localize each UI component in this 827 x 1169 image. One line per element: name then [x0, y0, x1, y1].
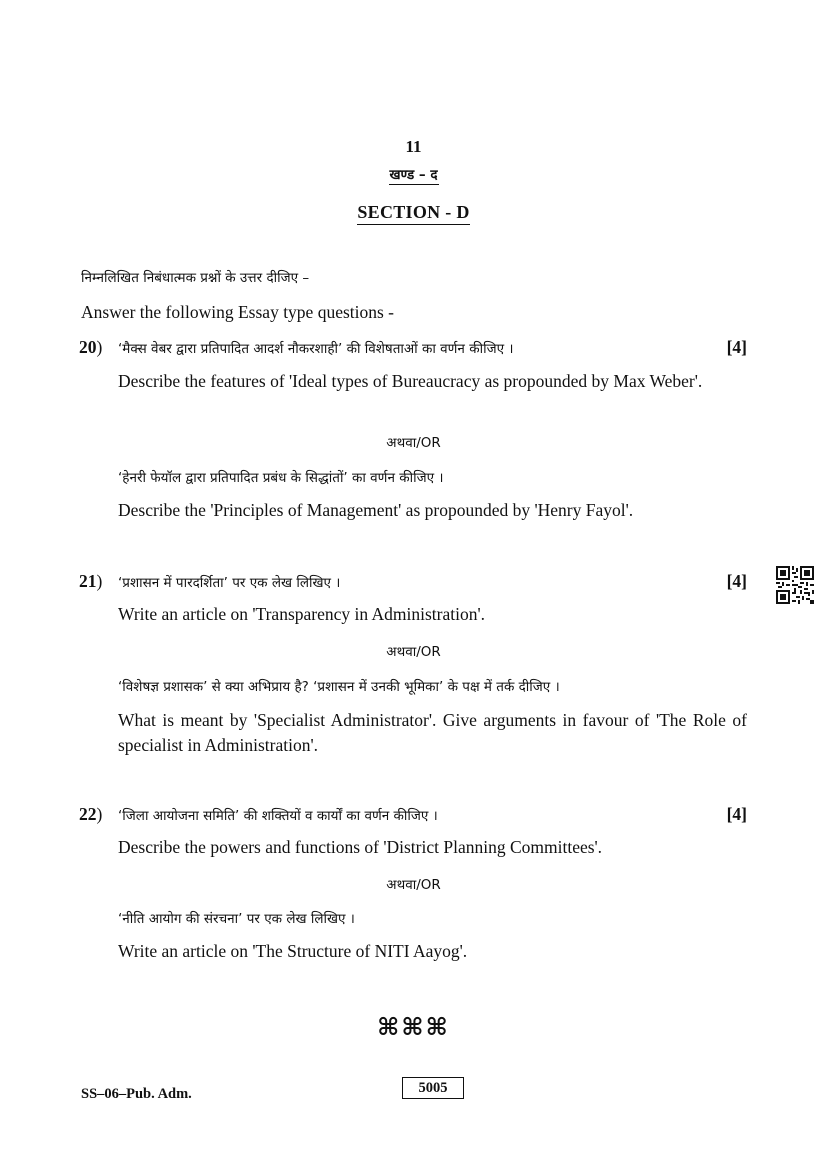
question-21-alt-english: What is meant by 'Specialist Administrator'. Give arguments in favour of 'The Role of specialist in Administration'.	[118, 710, 747, 755]
question-20-alt-english: Describe the 'Principles of Management' as propounded by 'Henry Fayol'.	[118, 500, 634, 520]
question-22-alt-english: Write an article on 'The Structure of NITI Aayog'.	[118, 941, 468, 961]
question-21-hindi: ‘प्रशासन में पारदर्शिता’ पर एक लेख लिखिए ।	[118, 575, 341, 591]
question-22-number: 22)	[79, 804, 103, 824]
question-22-english: Describe the powers and functions of 'District Planning Committees'.	[118, 837, 603, 857]
question-22-marks: [4]	[726, 804, 747, 824]
question-21-english: Write an article on 'Transparency in Administration'.	[118, 604, 486, 624]
question-21-or: अथवा/OR	[386, 644, 441, 660]
question-20-marks: [4]	[726, 337, 747, 357]
question-22-alt-hindi: ‘नीति आयोग की संरचना’ पर एक लेख लिखिए ।	[118, 911, 355, 927]
instruction-english: Answer the following Essay type questions -	[81, 302, 395, 322]
instruction-hindi: निम्नलिखित निबंधात्मक प्रश्नों के उत्तर दीजिए –	[81, 270, 310, 286]
end-symbols: ⌘⌘⌘	[377, 1015, 450, 1041]
paper-code: SS–06–Pub. Adm.	[81, 1086, 192, 1102]
question-20-english: Describe the features of 'Ideal types of Bureaucracy as propounded by Max Weber'.	[118, 371, 703, 391]
question-20-or: अथवा/OR	[386, 435, 441, 451]
question-21-number: 21)	[79, 571, 103, 591]
question-20-number: 20)	[79, 337, 103, 357]
question-20-hindi: ‘मैक्स वेबर द्वारा प्रतिपादित आदर्श नौकरशाही’ की विशेषताओं का वर्णन कीजिए ।	[118, 341, 514, 357]
question-22-or: अथवा/OR	[386, 877, 441, 893]
section-title: SECTION - D	[0, 202, 827, 223]
page-number: 11	[405, 137, 422, 156]
question-21-alt-hindi: ‘विशेषज्ञ प्रशासक’ से क्या अभिप्राय है? ‘प्रशासन में उनकी भूमिका’ के पक्ष में तर्क दीजिए ।	[118, 679, 560, 695]
question-20-alt-hindi: ‘हेनरी फेयॉल द्वारा प्रतिपादित प्रबंध के सिद्धांतों’ का वर्णन कीजिए ।	[118, 470, 444, 486]
page-box-number: 5005	[402, 1077, 464, 1099]
qr-code-icon	[776, 566, 814, 604]
section-title-hindi: खण्ड – द	[389, 167, 438, 183]
question-22-hindi: ‘जिला आयोजना समिति’ की शक्तियों व कार्यों का वर्णन कीजिए ।	[118, 808, 438, 824]
question-21-marks: [4]	[726, 571, 747, 591]
